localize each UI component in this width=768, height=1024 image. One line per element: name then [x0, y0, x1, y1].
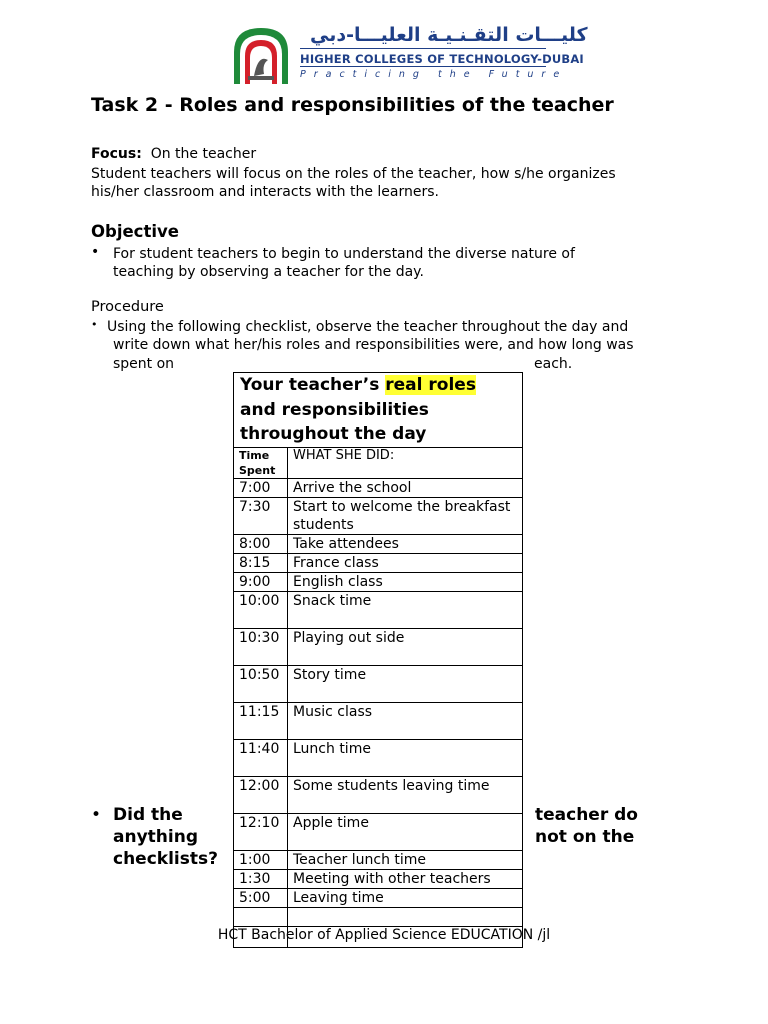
table-title-text: Your teacher’s [240, 375, 386, 395]
hct-emblem-icon [228, 24, 294, 86]
time-cell: 10:00 [234, 591, 288, 628]
question-right-line: not on the [535, 827, 635, 847]
activity-cell [288, 907, 523, 926]
activity-cell: Teacher lunch time [288, 850, 523, 869]
logo-arabic-text: كليـــات التقـنـيـة العليـــا-دبي [310, 24, 588, 46]
focus-value: On the teacher [150, 146, 257, 162]
objective-heading: Objective [91, 222, 179, 241]
table-body [234, 478, 523, 947]
table-row [234, 813, 523, 850]
time-cell: 11:15 [234, 702, 288, 739]
table-row [234, 628, 523, 665]
activity-cell: Some students leaving time [288, 776, 523, 813]
activity-cell: Music class [288, 702, 523, 739]
activity-cell: Story time [288, 665, 523, 702]
table-row [234, 572, 523, 591]
table-title [234, 373, 523, 448]
procedure-line: write down what her/his roles and responsibilities were, and how long was [113, 337, 634, 353]
procedure-line: spent on [113, 356, 175, 372]
time-cell: 1:30 [234, 869, 288, 888]
column-header-time-text: Time Spent [239, 448, 276, 477]
table-row [234, 497, 523, 534]
table-row [234, 534, 523, 553]
procedure-line: each. [534, 356, 573, 372]
bullet-icon: • [91, 244, 100, 260]
table-row [234, 776, 523, 813]
question-right-line: teacher do [535, 805, 638, 825]
table-title-text: and responsibilities [240, 399, 429, 420]
logo-divider [300, 48, 546, 49]
time-cell: 10:50 [234, 665, 288, 702]
time-cell: 1:00 [234, 850, 288, 869]
question-left-line: checklists? [113, 849, 218, 869]
activity-cell: Take attendees [288, 534, 523, 553]
page-title: Task 2 - Roles and responsibilities of the teacher [91, 94, 614, 116]
activity-cell: Meeting with other teachers [288, 869, 523, 888]
table-row [234, 478, 523, 497]
column-header-time [234, 447, 288, 478]
column-header-what [288, 447, 523, 478]
time-cell: 11:40 [234, 739, 288, 776]
table-title-highlight: real roles [385, 375, 476, 395]
table-row [234, 869, 523, 888]
focus-label: Focus: [91, 146, 142, 162]
question-left-line: anything [113, 827, 198, 847]
table-row [234, 850, 523, 869]
focus-description-line: Student teachers will focus on the roles of the teacher, how s/he organizes [91, 166, 616, 182]
footer-text: HCT Bachelor of Applied Science EDUCATION /jl [217, 927, 551, 943]
table-row [234, 553, 523, 572]
logo-divider [300, 66, 546, 67]
time-cell: 7:00 [234, 478, 288, 497]
time-cell: 7:30 [234, 497, 288, 534]
procedure-line: Using the following checklist, observe the teacher throughout the day and [107, 319, 629, 335]
procedure-heading: Procedure [91, 299, 164, 315]
focus-line [91, 145, 256, 164]
time-cell: 9:00 [234, 572, 288, 591]
activity-cell: Leaving time [288, 888, 523, 907]
table-row [234, 591, 523, 628]
table-header-row [234, 447, 523, 478]
time-cell: 8:15 [234, 553, 288, 572]
objective-line: teaching by observing a teacher for the day. [113, 264, 424, 280]
bullet-icon: • [91, 805, 102, 825]
activity-cell: Arrive the school [288, 478, 523, 497]
column-header-what-text: WHAT SHE DID: [293, 447, 395, 463]
time-cell [234, 907, 288, 926]
focus-description-line: his/her classroom and interacts with the learners. [91, 184, 439, 200]
activity-cell: Lunch time [288, 739, 523, 776]
time-cell: 5:00 [234, 888, 288, 907]
table-title-row [234, 373, 523, 448]
table-row [234, 739, 523, 776]
time-cell: 12:10 [234, 813, 288, 850]
roles-table [233, 372, 523, 948]
time-cell: 12:00 [234, 776, 288, 813]
activity-cell: Start to welcome the breakfast students [288, 497, 523, 534]
activity-cell: Apple time [288, 813, 523, 850]
table-title-text: throughout the day [240, 424, 427, 444]
logo-institution-name: HIGHER COLLEGES OF TECHNOLOGY-DUBAI [300, 52, 584, 66]
table-row [234, 702, 523, 739]
logo-tagline: Practicing the Future [300, 69, 568, 80]
question-left-line: Did the [113, 805, 183, 825]
time-cell: 8:00 [234, 534, 288, 553]
time-cell: 10:30 [234, 628, 288, 665]
activity-cell: Playing out side [288, 628, 523, 665]
table-row [234, 888, 523, 907]
hct-logo [228, 24, 588, 86]
activity-cell: Snack time [288, 591, 523, 628]
bullet-icon: • [91, 318, 98, 331]
activity-cell: English class [288, 572, 523, 591]
objective-line: For student teachers to begin to understand the diverse nature of [113, 246, 575, 262]
table-row [234, 665, 523, 702]
table-row [234, 907, 523, 926]
activity-cell: France class [288, 553, 523, 572]
